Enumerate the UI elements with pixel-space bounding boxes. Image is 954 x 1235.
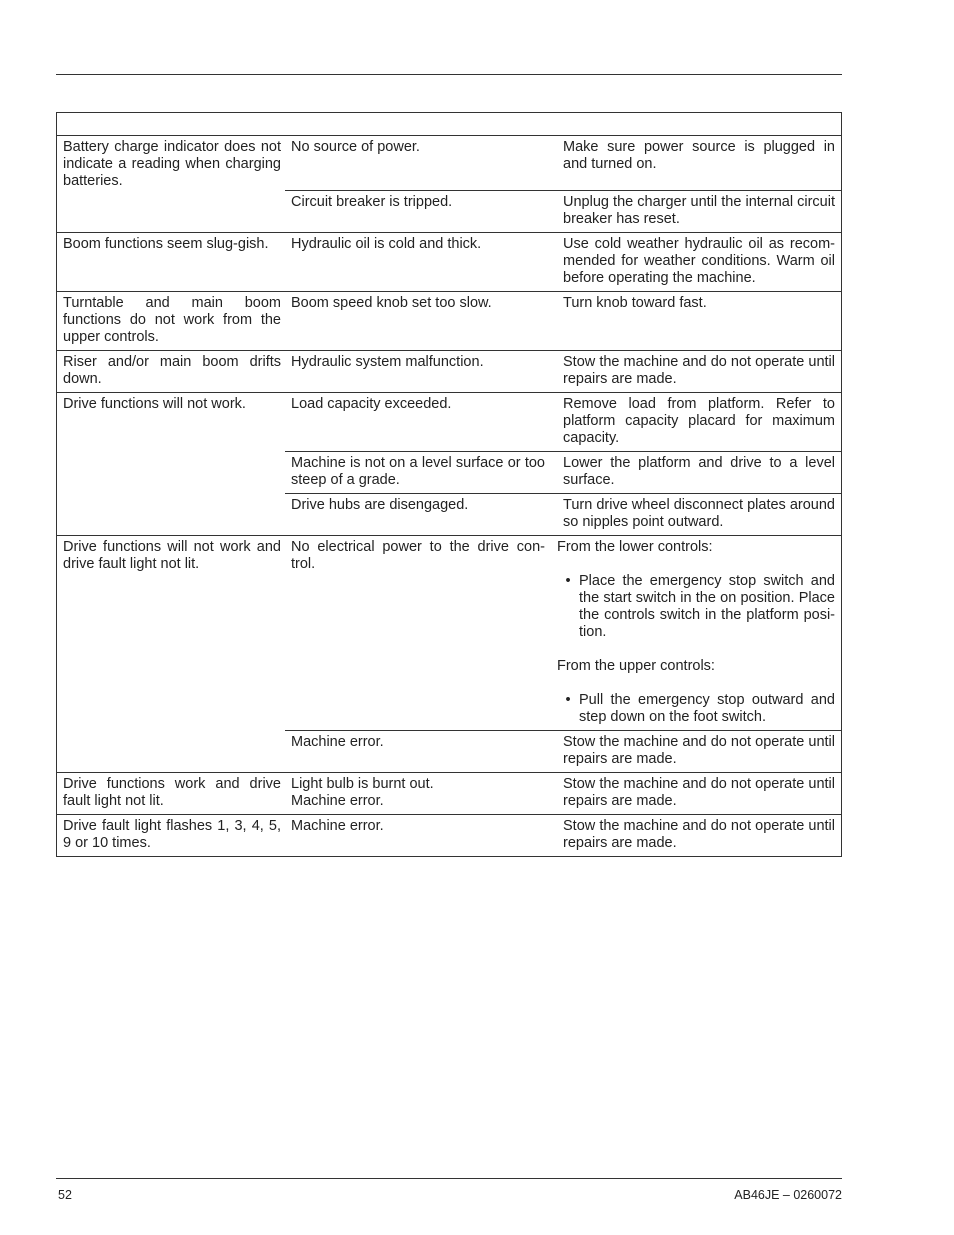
- upper-controls-heading: From the upper controls:: [557, 658, 715, 674]
- cause-line: Light bulb is burnt out.: [291, 776, 434, 792]
- table-row: [57, 815, 841, 856]
- cause-solution-row: [285, 494, 841, 535]
- cause-cell: [285, 773, 555, 814]
- lower-controls-step: Place the emergency stop switch and the start switch in the on position. Place the controls switch in the platform posi-tion.: [579, 573, 835, 640]
- cause-cell: Machine error.: [291, 734, 384, 750]
- solution-cell: Stow the machine and do not operate until repairs are made.: [563, 818, 835, 851]
- bullet-icon: •: [565, 573, 571, 589]
- solution-cell: [555, 536, 841, 730]
- lower-controls-heading: From the lower controls:: [557, 539, 713, 555]
- table-header-row: [57, 113, 841, 136]
- cause-solution-row: [285, 191, 841, 232]
- table-row: [57, 351, 841, 393]
- cause-cell: Drive hubs are disengaged.: [291, 497, 469, 513]
- problem-cell: Boom functions seem slug-gish.: [63, 236, 269, 252]
- table-row: [57, 773, 841, 815]
- solution-cell: Stow the machine and do not operate until repairs are made.: [563, 776, 835, 809]
- solution-cell: Lower the platform and drive to a level surface.: [563, 455, 835, 488]
- cause-solution-row: [285, 233, 841, 291]
- problem-cell: Drive fault light flashes 1, 3, 4, 5, 9 or 10 times.: [63, 818, 281, 851]
- problem-cell: Drive functions work and drive fault light not lit.: [63, 776, 281, 809]
- solution-cell: Stow the machine and do not operate until repairs are made.: [563, 734, 835, 767]
- cause-solution-row: [285, 731, 841, 772]
- cause-cell: Machine error.: [291, 818, 384, 834]
- footer-rule: [56, 1178, 842, 1179]
- cause-cell: Circuit breaker is tripped.: [291, 194, 453, 210]
- solution-cell: Unplug the charger until the internal circuit breaker has reset.: [563, 194, 835, 227]
- solution-cell: Turn knob toward fast.: [563, 295, 707, 311]
- solution-cell: Stow the machine and do not operate until repairs are made.: [563, 354, 835, 387]
- list-item: [557, 573, 835, 641]
- cause-line: Machine error.: [291, 793, 384, 809]
- cause-solution-row: [285, 452, 841, 494]
- problem-cell: Riser and/or main boom drifts down.: [63, 354, 281, 387]
- cause-solution-row: [285, 351, 841, 392]
- table-row: [57, 536, 841, 773]
- table-row: [57, 393, 841, 536]
- solution-cell: Make sure power source is plugged in and turned on.: [563, 139, 835, 172]
- cause-solution-row: [285, 292, 841, 316]
- header-rule: [56, 74, 842, 75]
- cause-cell: Boom speed knob set too slow.: [291, 295, 492, 311]
- cause-cell: No source of power.: [291, 139, 420, 155]
- cause-cell: Hydraulic system malfunction.: [291, 354, 484, 370]
- cause-solution-row: [285, 815, 841, 856]
- solution-cell: Use cold weather hydraulic oil as recom-mended for weather conditions. Warm oil before operating the machine.: [563, 236, 835, 286]
- cause-solution-row: [285, 393, 841, 452]
- cause-cell: No electrical power to the drive con-trol.: [291, 539, 545, 572]
- problem-cell: Drive functions will not work and drive fault light not lit.: [63, 539, 281, 572]
- cause-cell: Load capacity exceeded.: [291, 396, 452, 412]
- upper-controls-step: Pull the emergency stop outward and step down on the foot switch.: [579, 692, 835, 725]
- table-row: [57, 292, 841, 351]
- problem-cell: Turntable and main boom functions do not work from the upper controls.: [63, 295, 281, 345]
- bullet-icon: •: [565, 692, 571, 708]
- problem-cell: Drive functions will not work.: [63, 396, 246, 412]
- problem-cell: Battery charge indicator does not indicate a reading when charging batteries.: [63, 139, 281, 189]
- cause-cell: Hydraulic oil is cold and thick.: [291, 236, 482, 252]
- troubleshooting-table: [56, 112, 842, 857]
- solution-cell: Remove load from platform. Refer to platform capacity placard for maximum capacity.: [563, 396, 835, 446]
- table-row: [57, 136, 841, 233]
- solution-cell: Turn drive wheel disconnect plates around so nipples point outward.: [563, 497, 835, 530]
- page-number: 52: [58, 1188, 72, 1202]
- table-row: [57, 233, 841, 292]
- cause-solution-row: [285, 136, 841, 191]
- cause-solution-row: [285, 773, 841, 814]
- cause-solution-row: [285, 536, 841, 731]
- document-id: AB46JE – 0260072: [734, 1188, 842, 1202]
- list-item: [557, 692, 835, 726]
- cause-cell: Machine is not on a level surface or too steep of a grade.: [291, 455, 545, 488]
